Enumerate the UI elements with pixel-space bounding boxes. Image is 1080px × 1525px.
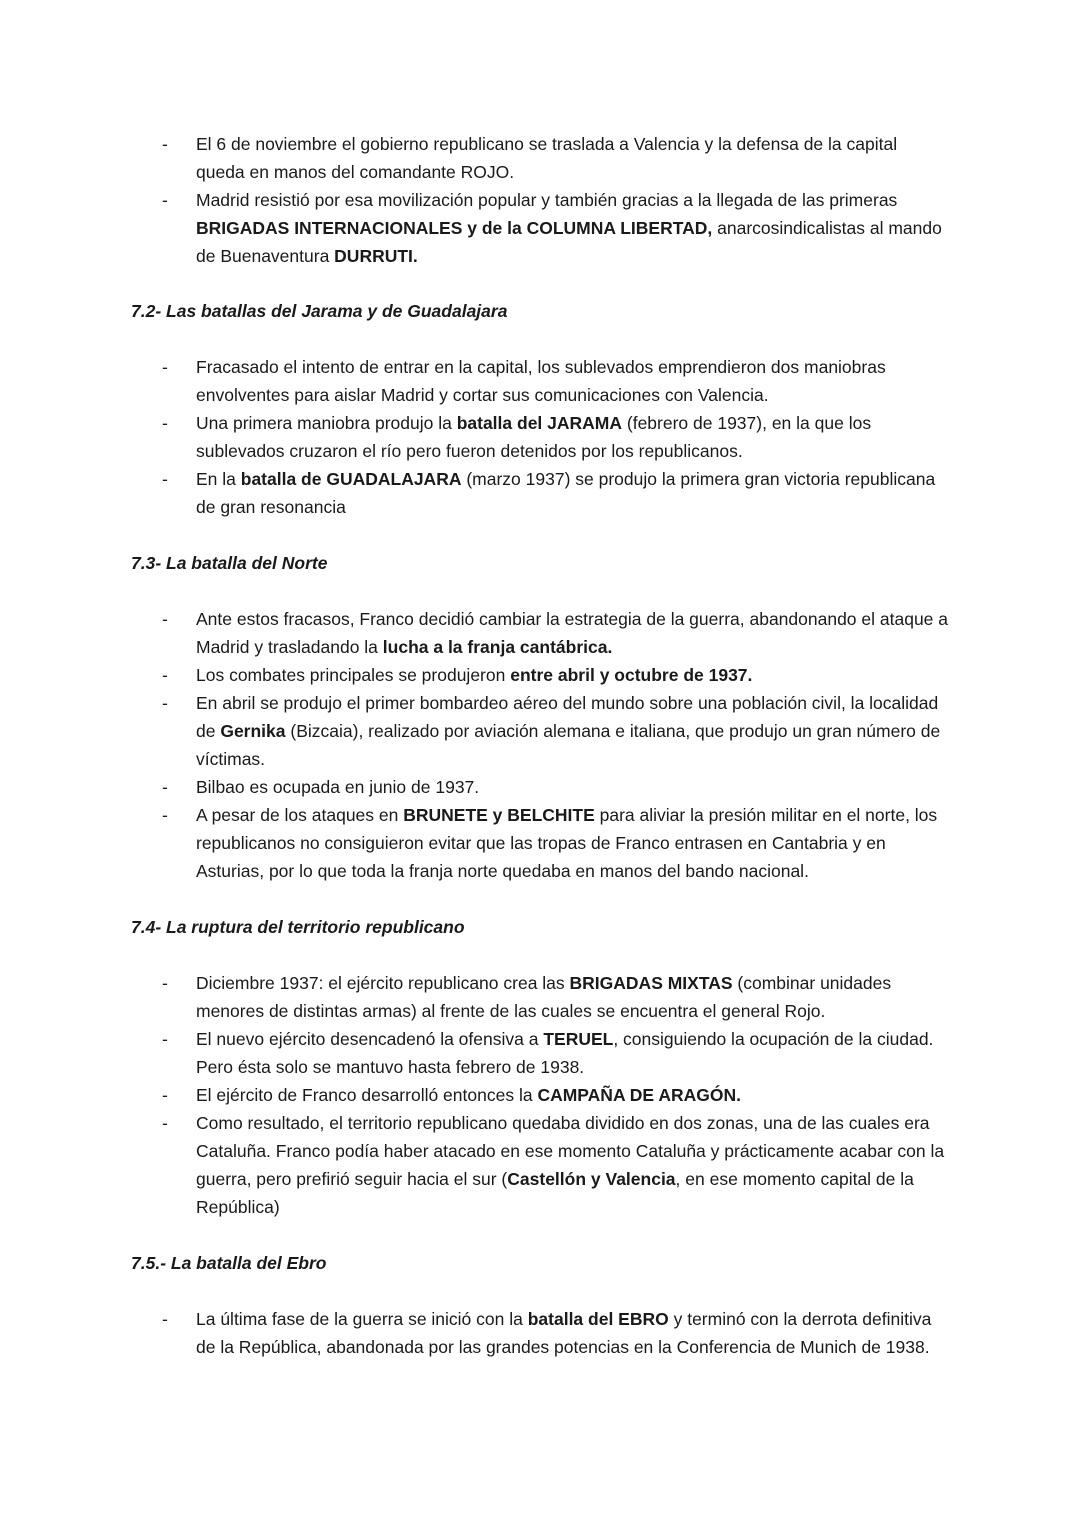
bullet-item [0, 773, 1080, 801]
dash-marker: - [162, 1085, 168, 1105]
bold-text: batalla del JARAMA [456, 413, 623, 433]
section-heading-7-2: 7.2- Las batallas del Jarama y de Guadalajara [131, 301, 508, 321]
dash-marker: - [162, 1029, 168, 1049]
bullet-item [0, 661, 1080, 689]
text-run: anarcosindicalistas al mando de Buenaventura [196, 218, 942, 266]
dash-marker: - [162, 134, 168, 154]
dash-marker: - [162, 609, 168, 629]
bold-text: batalla del EBRO [527, 1309, 669, 1329]
text-run: El nuevo ejército desencadenó la ofensiva a [196, 1029, 544, 1049]
bold-text: BRIGADAS INTERNACIONALES y de la COLUMNA LIBERTAD, [196, 218, 713, 238]
section-7-4-list [0, 969, 1080, 1221]
text-run: (febrero de 1937), en la que los sublevados cruzaron el río pero fueron detenidos por los republicanos. [196, 413, 872, 461]
text-run: En abril se produjo el primer bombardeo aéreo del mundo sobre una población civil, la localidad de [196, 693, 939, 741]
bullet-item [0, 1081, 1080, 1109]
text-run: para aliviar la presión militar en el norte, los republicanos no consiguieron evitar que las tropas de Franco entrasen en Cantabria y en Asturias, por lo que toda la franja norte quedaba en manos del bando nacional. [196, 805, 938, 881]
bold-text: DURRUTI. [334, 246, 418, 266]
bullet-item [0, 969, 1080, 1025]
dash-marker: - [162, 973, 168, 993]
bullet-item [0, 605, 1080, 661]
text-run: Una primera maniobra produjo la [196, 413, 457, 433]
bold-text: BRUNETE y BELCHITE [403, 805, 595, 825]
dash-marker: - [162, 805, 168, 825]
text-run: Como resultado, el territorio republicano quedaba dividido en dos zonas, una de las cuales era Cataluña. Franco podía haber atacado en ese momento Cataluña y prácticamente acabar con la guerra, pero prefirió seguir hacia el sur ( [196, 1113, 945, 1189]
section-7-2-list [0, 353, 1080, 521]
bullet-item [0, 689, 1080, 773]
section-heading-7-4: 7.4- La ruptura del territorio republicano [131, 917, 465, 937]
dash-marker: - [162, 357, 168, 377]
bold-text: Castellón y Valencia [507, 1169, 676, 1189]
bullet-item [0, 465, 1080, 521]
dash-marker: - [162, 469, 168, 489]
text-run: El ejército de Franco desarrolló entonces la [196, 1085, 538, 1105]
text-run: Diciembre 1937: el ejército republicano crea las [196, 973, 570, 993]
text-run: Los combates principales se produjeron [196, 665, 511, 685]
text-run: El 6 de noviembre el gobierno republicano se traslada a Valencia y la defensa de la capital queda en manos del comandante ROJO. [196, 134, 898, 182]
section-7-5-list [0, 1305, 1080, 1361]
section-7-3-list [0, 605, 1080, 885]
text-run: (combinar unidades menores de distintas armas) al frente de las cuales se encuentra el general Rojo. [196, 973, 892, 1021]
dash-marker: - [162, 1113, 168, 1133]
text-run: A pesar de los ataques en [196, 805, 404, 825]
bold-text: lucha a la franja cantábrica. [382, 637, 613, 657]
bullet-item [0, 801, 1080, 885]
text-run: Madrid resistió por esa movilización popular y también gracias a la llegada de las primeras [196, 190, 898, 210]
bullet-item [0, 1305, 1080, 1361]
dash-marker: - [162, 413, 168, 433]
bold-text: TERUEL [543, 1029, 614, 1049]
section-heading-7-5: 7.5.- La batalla del Ebro [131, 1253, 327, 1273]
section-heading-7-3: 7.3- La batalla del Norte [131, 553, 328, 573]
text-run: , en ese momento capital de la República) [196, 1169, 914, 1217]
text-run: (Bizcaia), realizado por aviación alemana e italiana, que produjo un gran número de víctimas. [196, 721, 941, 769]
bullet-item [0, 1025, 1080, 1081]
bold-text: batalla de GUADALAJARA [240, 469, 462, 489]
bold-text: BRIGADAS MIXTAS [569, 973, 733, 993]
bold-text: CAMPAÑA DE ARAGÓN. [537, 1085, 741, 1105]
bullet-item [0, 353, 1080, 409]
text-run: La última fase de la guerra se inició con la [196, 1309, 528, 1329]
intro-list [0, 130, 1080, 270]
text-run: Bilbao es ocupada en junio de 1937. [196, 777, 480, 797]
text-run: , consiguiendo la ocupación de la ciudad. Pero ésta solo se mantuvo hasta febrero de 1938. [196, 1029, 934, 1077]
dash-marker: - [162, 1309, 168, 1329]
bold-text: entre abril y octubre de 1937. [510, 665, 753, 685]
text-run: y terminó con la derrota definitiva de la República, abandonada por las grandes potencias en la Conferencia de Munich de 1938. [196, 1309, 932, 1357]
dash-marker: - [162, 190, 168, 210]
bullet-item [0, 130, 1080, 186]
dash-marker: - [162, 693, 168, 713]
dash-marker: - [162, 665, 168, 685]
text-run: (marzo 1937) se produjo la primera gran victoria republicana de gran resonancia [196, 469, 936, 517]
text-run: Fracasado el intento de entrar en la capital, los sublevados emprendieron dos maniobras envolventes para aislar Madrid y cortar sus comunicaciones con Valencia. [196, 357, 886, 405]
bullet-item [0, 1109, 1080, 1221]
bullet-item [0, 186, 1080, 270]
text-run: Ante estos fracasos, Franco decidió cambiar la estrategia de la guerra, abandonando el ataque a Madrid y trasladando la [196, 609, 949, 657]
bold-text: Gernika [220, 721, 286, 741]
dash-marker: - [162, 777, 168, 797]
bullet-item [0, 409, 1080, 465]
text-run: En la [196, 469, 241, 489]
